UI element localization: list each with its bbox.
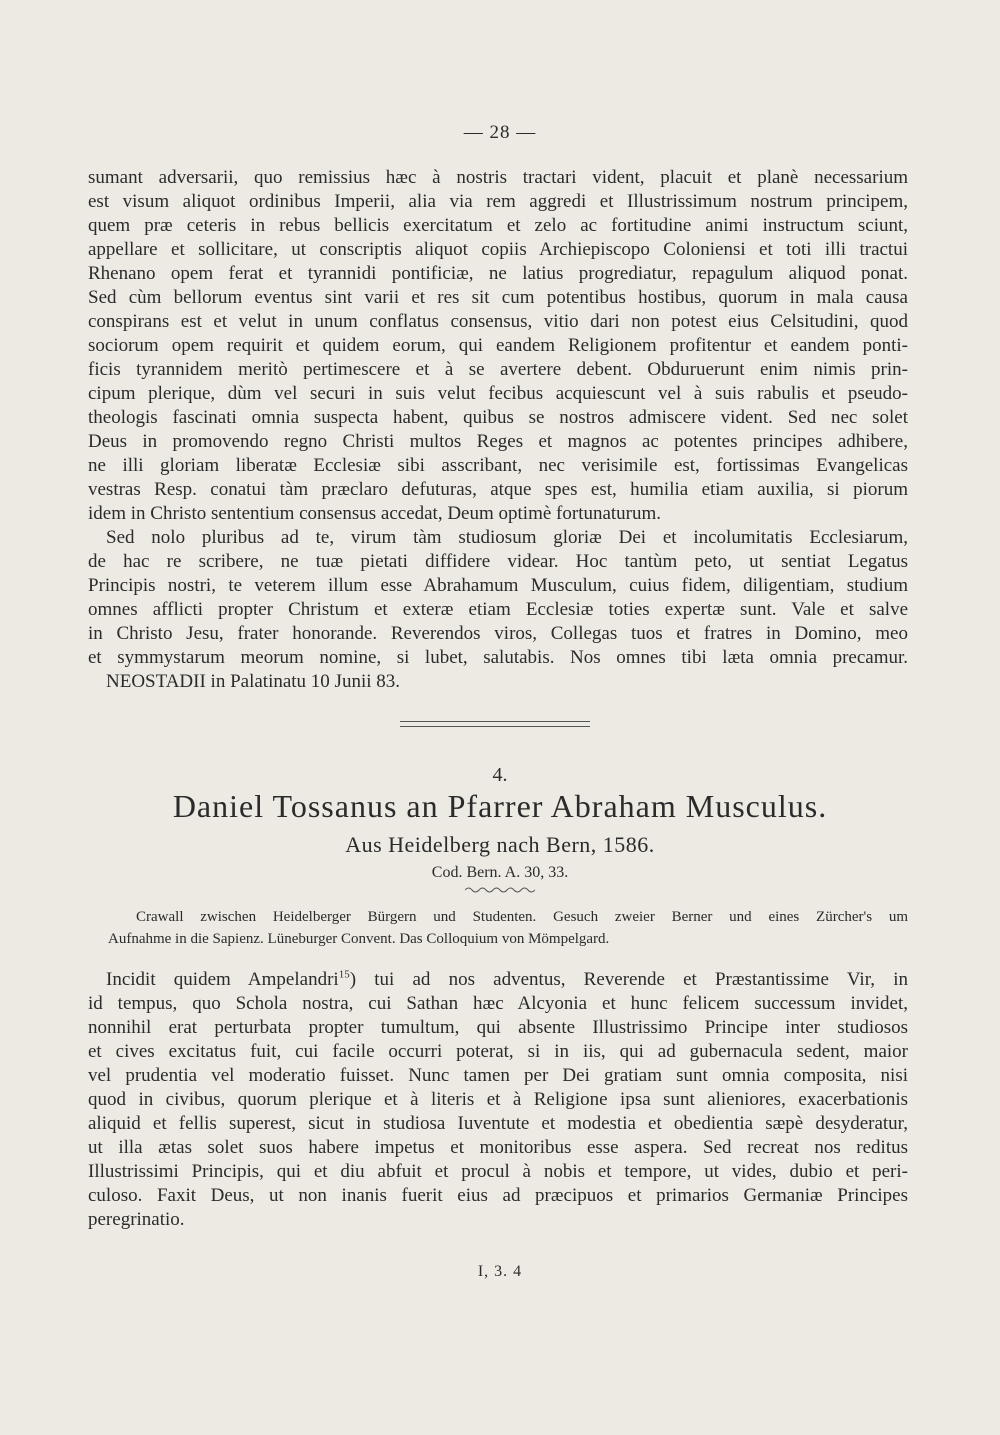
letter-title: Daniel Tossanus an Pfarrer Abraham Musculus.: [172, 788, 828, 824]
signature-mark: I, 3. 4: [477, 1263, 523, 1280]
summary-line: Crawall zwischen Heidelberger Bürgern und Studenten. Gesuch zweier Berner und eines Zürcher's um: [136, 909, 908, 925]
text-line: Deus in promovendo regno Christi multos Reges et magnos ac potentes principes adhibere,: [88, 431, 908, 452]
section-divider: [400, 721, 590, 727]
page-number: — 28 —: [463, 122, 537, 143]
text-line: culoso. Faxit Deus, ut non inanis fuerit eius ad præcipuos et primarios Germaniæ Principes: [88, 1185, 908, 1206]
body-first-continuation: ) tui ad nos adventus, Reverende et Præstantissime Vir, in: [349, 969, 908, 990]
dateline: NEOSTADII in Palatinatu 10 Junii 83.: [106, 671, 401, 692]
text-line: omnes afflicti propter Christum et exteræ etiam Ecclesiæ toties expertæ sunt. Vale et salve: [88, 599, 908, 620]
text-line: cipum plerique, dùm vel securi in suis velut fecibus acquiescunt vel à suis rabulis et pseudo-: [88, 383, 908, 404]
text-line: Sed cùm bellorum eventus sint varii et res sit cum potentibus hostibus, quorum in mala causa: [88, 287, 908, 308]
letter-summary: [108, 906, 908, 950]
text-line: Rhenano opem ferat et tyrannidi pontificiæ, ne latius progrediatur, repagulum aliquod ponat.: [88, 263, 908, 284]
text-line: conspirans est et velut in unum conflatus consensus, vitio dari non potest eius Celsitudini, quod: [88, 311, 908, 332]
text-line: ficis tyrannidem meritò pertimescere et à se avertere debent. Obduruerunt enim nimis prin-: [88, 359, 908, 380]
continuation-text: [88, 166, 908, 694]
text-line: nonnihil erat perturbata propter tumultum, qui absente Illustrissimo Principe inter studiosos: [88, 1017, 908, 1038]
text-line: de hac re scribere, ne tuæ pietati diffidere videar. Hoc tantùm peto, ut sentiat Legatus: [88, 551, 908, 572]
text-line: est visum aliquot ordinibus Imperii, alia via rem aggredi et Illustrissimum nostrum principem,: [88, 191, 908, 212]
text-line: idem in Christo sententium consensus accedat, Deum optimè fortunaturum.: [88, 503, 662, 524]
text-line: et cives excitatus fuit, cui facile occurri poterat, si in iis, qui ad gubernacula sedent, maior: [88, 1041, 908, 1062]
letter-subtitle: Aus Heidelberg nach Bern, 1586.: [345, 832, 655, 857]
text-line: theologis fascinati omnia suspecta habent, quibus se nostros admiscere vident. Sed nec solet: [88, 407, 908, 428]
text-line: appellare et sollicitare, ut conscriptis aliquot copiis Archiepiscopo Coloniensi et toti illi tractui: [88, 239, 908, 260]
text-line: in Christo Jesu, frater honorande. Reverendos viros, Collegas tuos et fratres in Domino, meo: [88, 623, 908, 644]
text-line: aliquid et fellis superest, sicut in studiosa Iuventute et modestia et obedientia sæpè desyderatur,: [88, 1113, 908, 1134]
text-line: [88, 968, 908, 992]
text-line: id tempus, quo Schola nostra, cui Sathan hæc Alcyonia et hunc felicem successum invidet,: [88, 993, 908, 1014]
summary-line: Aufnahme in die Sapienz. Lüneburger Convent. Das Colloquium von Mömpelgard.: [108, 931, 610, 947]
text-line: ne illi gloriam liberatæ Ecclesiæ sibi asscribant, nec verisimile est, fortissimas Evangelicas: [88, 455, 908, 476]
text-line: ut illa ætas solet suos habere impetus et monitoribus esse aspera. Sed recreat nos reditus: [88, 1137, 908, 1158]
letter-body: [88, 968, 908, 1232]
text-line: Principis nostri, te veterem illum esse Abrahamum Musculum, cuius fidem, diligentiam, studium: [88, 575, 908, 596]
text-line: vestras Resp. conatui tàm præclaro defuturas, atque spes est, humilia etiam auxilia, si piorum: [88, 479, 908, 500]
text-line: quem præ ceteris in rebus bellicis exercitatum et zelo ac fortitudine animi instructum sciunt,: [88, 215, 908, 236]
wavy-ornament-icon: [465, 886, 535, 894]
text-line: sociorum opem requirit et quidem eorum, qui eandem Religionem profitentur et eandem ponti-: [88, 335, 908, 356]
text-line: et symmystarum meorum nomine, si lubet, salutabis. Nos omnes tibi læta omnia precamur.: [88, 647, 908, 668]
footnote-reference: 15: [338, 968, 350, 981]
text-line: vel prudentia vel moderatio fuisset. Nunc tamen per Dei gratiam sunt omnia composita, nisi: [88, 1065, 908, 1086]
letter-number: 4.: [492, 764, 508, 786]
letter-source: Cod. Bern. A. 30, 33.: [431, 864, 569, 881]
text-line: sumant adversarii, quo remissius hæc à nostris tractari vident, placuit et planè necessarium: [88, 167, 908, 188]
text-line: peregrinatio.: [88, 1209, 185, 1230]
text-line: Illustrissimi Principis, qui et diu abfuit et procul à nobis et tempore, ut vides, dubio et peri-: [88, 1161, 908, 1182]
text-line: quod in civibus, quorum plerique et à literis et à Religione ipsa sunt alieniores, exacerbationis: [88, 1089, 908, 1110]
text-line: Sed nolo pluribus ad te, virum tàm studiosum gloriæ Dei et incolumitatis Ecclesiarum,: [106, 527, 908, 548]
body-first-segment: Incidit quidem Ampelandri: [106, 969, 339, 990]
